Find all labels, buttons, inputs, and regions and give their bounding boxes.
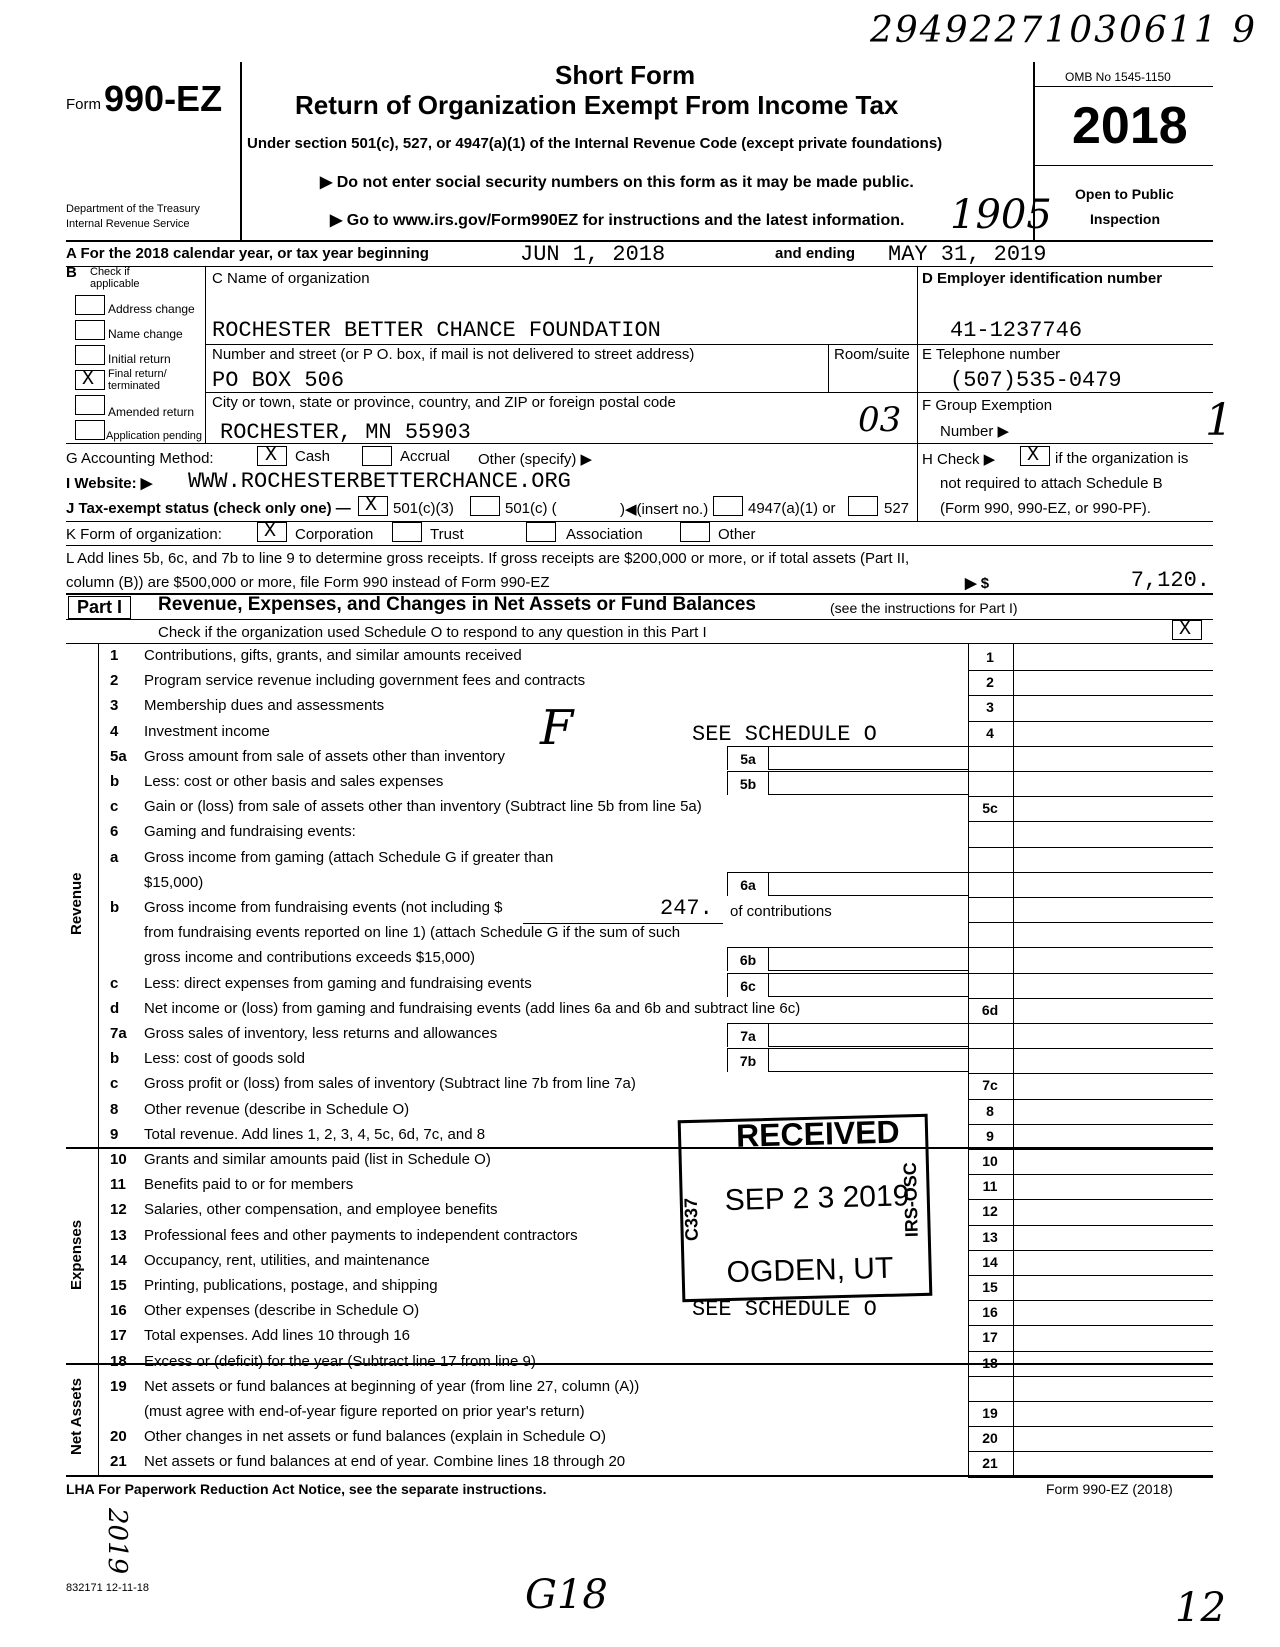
row-divider (968, 973, 1213, 974)
l-text-2: column (B)) are $500,000 or more, file Form 990 instead of Form 990-EZ (66, 574, 550, 591)
subline-box-label: 6c (727, 973, 769, 997)
room-suite-label: Room/suite (834, 346, 910, 363)
line-description: Professional fees and other payments to independent contractors (144, 1226, 578, 1244)
line-box-number: 10 (982, 1153, 998, 1169)
line-box-number: 8 (986, 1102, 994, 1119)
line-description: Total expenses. Add lines 10 through 16 (144, 1327, 411, 1345)
line-number: 7a (110, 1025, 127, 1042)
line-number: 21 (110, 1453, 127, 1471)
line-description: Gross amount from sale of assets other than inventory (144, 747, 506, 765)
part1-title: Revenue, Expenses, and Changes in Net Assets or Fund Balances (158, 594, 756, 615)
row-divider (968, 1376, 1213, 1377)
l-arrow: ▶ $ (965, 575, 990, 592)
schedule-o-check-text: Check if the organization used Schedule O to respond to any question in this Part I (158, 624, 707, 641)
line-number: 5a (110, 747, 127, 765)
g-accrual: Accrual (400, 448, 451, 465)
row-divider (968, 1401, 1213, 1402)
stamp-city: OGDEN, UT (726, 1251, 894, 1290)
side-label-net-assets: Net Assets (68, 1378, 85, 1455)
see-schedule-o-line4: SEE SCHEDULE O (692, 722, 877, 747)
line-box-number: 11 (982, 1178, 998, 1195)
line-number: c (110, 1075, 119, 1093)
row-divider (968, 1225, 1213, 1226)
subline-amount-field[interactable] (769, 1048, 968, 1072)
d-label: D Employer identification number (922, 270, 1163, 287)
subline-amount-field[interactable] (769, 973, 968, 997)
ssn-notice: ▶ Do not enter social security numbers on this form as it may be made public. (320, 174, 914, 191)
line-number: 3 (110, 697, 119, 715)
g-other: Other (specify) ▶ (478, 451, 593, 468)
handwritten-g18: G18 (525, 1572, 608, 1618)
stamp-date: SEP 2 3 2019 (724, 1179, 910, 1218)
row-divider (968, 1149, 1213, 1150)
dept-treasury: Department of the Treasury (66, 203, 200, 215)
line-box-number: 19 (982, 1405, 998, 1421)
handwritten-03: 03 (858, 400, 902, 440)
line-description: gross income and contributions exceeds $15,000) (144, 949, 476, 967)
row-divider (968, 922, 1213, 923)
line-description: Total revenue. Add lines 1, 2, 3, 4, 5c, 6d, 7c, and 8 (144, 1125, 486, 1143)
line-number: 1 (110, 647, 119, 664)
street-label: Number and street (or P O. box, if mail is not delivered to street address) (212, 346, 695, 363)
line-description: Program service revenue including government fees and contracts (144, 672, 586, 690)
tax-year-end: MAY 31, 2019 (888, 242, 1047, 267)
j-label: J Tax-exempt status (check only one) — (66, 500, 351, 517)
row-divider (968, 872, 1213, 873)
row-divider (968, 721, 1213, 722)
h-check: H Check ▶ (922, 451, 996, 468)
j-4947: 4947(a)(1) or (748, 500, 836, 517)
line-number: 17 (110, 1327, 127, 1345)
row-divider (968, 670, 1213, 671)
line-box-number: 5c (982, 800, 998, 817)
subline-box-label: 5a (727, 746, 769, 770)
h-text-1: if the organization is (1055, 450, 1189, 467)
line-box-number: 9 (986, 1127, 994, 1144)
subline-amount-field[interactable] (769, 1023, 968, 1047)
h-text-2: not required to attach Schedule B (940, 475, 1163, 492)
title-short-form: Short Form (555, 60, 696, 90)
line-description: Other expenses (describe in Schedule O) (144, 1302, 420, 1320)
subline-box-label: 6a (727, 872, 769, 896)
website[interactable]: WWW.ROCHESTERBETTERCHANCE.ORG (188, 469, 571, 494)
subline-amount-field[interactable] (769, 947, 968, 971)
line-number: 19 (110, 1377, 127, 1395)
part1-title-note: (see the instructions for Part I) (830, 600, 1018, 616)
city-label: City or town, state or province, country, and ZIP or foreign postal code (212, 394, 676, 411)
line-description: Membership dues and assessments (144, 697, 385, 715)
lha-notice: LHA For Paperwork Reduction Act Notice, see the separate instructions. (66, 1481, 547, 1497)
f-number-label: Number ▶ (940, 423, 1010, 440)
row-divider (968, 1199, 1213, 1200)
line-description: from fundraising events reported on line 1) (attach Schedule G if the sum of such (144, 924, 681, 942)
line-description: Occupancy, rent, utilities, and maintenance (144, 1251, 430, 1269)
form-number: 990-EZ (104, 78, 223, 119)
handwritten-2019-side: 2019 (102, 1508, 132, 1575)
line-number: b (110, 1050, 120, 1068)
row-divider (968, 1174, 1213, 1175)
street-address: PO BOX 506 (212, 368, 345, 393)
line-box-number: 12 (982, 1203, 998, 1220)
row-divider (968, 1023, 1213, 1024)
line-description: Salaries, other compensation, and employee benefits (144, 1201, 498, 1219)
see-schedule-o-line16: SEE SCHEDULE O (692, 1297, 877, 1322)
row-divider (968, 1073, 1213, 1074)
line-description: Net assets or fund balances at end of year. Combine lines 18 through 20 (144, 1453, 626, 1471)
k-assoc: Association (566, 526, 643, 543)
line-box-number: 16 (982, 1304, 998, 1321)
subline-box-label: 5b (727, 771, 769, 795)
line-description: Investment income (144, 722, 270, 740)
line-description: Gross income from fundraising events (not including $ (144, 899, 503, 916)
h-text-3: (Form 990, 990-EZ, or 990-PF). (940, 500, 1151, 517)
row-divider (968, 1099, 1213, 1100)
line-a-label: A For the 2018 calendar year, or tax year beginning (66, 245, 429, 262)
line-description: Gain or (loss) from sale of assets other than inventory (Subtract line 5b from line 5a) (144, 798, 702, 816)
l-text-1: L Add lines 5b, 6c, and 7b to line 9 to determine gross receipts. If gross receipts are $200,000 or more, or if total assets (Part II, (66, 550, 910, 567)
amount-6b-contributions: 247. (660, 896, 713, 921)
and-ending: and ending (775, 245, 855, 262)
of-contributions: of contributions (730, 903, 832, 920)
line-description: Net income or (loss) from gaming and fundraising events (add lines 6a and 6b and subtract line 6c) (144, 999, 801, 1017)
line-number: 18 (110, 1352, 127, 1370)
line-description: Grants and similar amounts paid (list in Schedule O) (144, 1151, 491, 1168)
city-state-zip: ROCHESTER, MN 55903 (220, 420, 471, 445)
footer-form: Form 990-EZ (2018) (1046, 1481, 1173, 1497)
tax-year-begin: JUN 1, 2018 (520, 242, 666, 267)
line-box-number: 17 (982, 1329, 998, 1346)
row-divider (968, 1124, 1213, 1125)
stamp-left-code: C337 (680, 1197, 702, 1242)
row-divider (968, 847, 1213, 848)
website-notice: ▶ Go to www.irs.gov/Form990EZ for instructions and the latest information. (330, 212, 905, 229)
line-number: c (110, 974, 119, 992)
inspection: Inspection (1090, 211, 1161, 227)
handwritten-1: 1 (1205, 395, 1233, 446)
ein: 41-1237746 (950, 318, 1083, 343)
check-if-applicable: Check if applicable (90, 266, 140, 290)
j-527: 527 (884, 500, 910, 517)
line-number: 14 (110, 1251, 127, 1269)
row-divider (968, 1426, 1213, 1427)
line-number: 11 (110, 1176, 126, 1194)
row-divider (968, 1250, 1213, 1251)
line-description: Gross income from gaming (attach Schedule G if greater than (144, 848, 554, 866)
telephone: (507)535-0479 (950, 368, 1122, 393)
org-name: ROCHESTER BETTER CHANCE FOUNDATION (212, 318, 661, 343)
row-divider (968, 695, 1213, 696)
line-description: Printing, publications, postage, and shipping (144, 1277, 438, 1294)
line-description: Excess or (deficit) for the year (Subtract line 17 from line 9) (144, 1352, 536, 1370)
row-divider (968, 1351, 1213, 1352)
line-box-number: 20 (982, 1430, 998, 1447)
handwritten-12: 12 (1175, 1585, 1226, 1631)
line-number: 4 (110, 722, 119, 740)
subline-box-label: 7b (727, 1048, 769, 1072)
line-description: Contributions, gifts, grants, and similar amounts received (144, 647, 522, 664)
row-divider (968, 897, 1213, 898)
irs-label: Internal Revenue Service (66, 218, 190, 230)
row-divider (968, 771, 1213, 772)
page-title: Return of Organization Exempt From Income Tax (295, 90, 899, 120)
open-public: Open to Public (1075, 186, 1174, 202)
row-divider (968, 1451, 1213, 1452)
line-number: 15 (110, 1277, 127, 1294)
k-other: Other (718, 526, 756, 543)
line-number: 13 (110, 1226, 127, 1244)
line-description: Net assets or fund balances at beginning of year (from line 27, column (A)) (144, 1377, 640, 1395)
line-description: Less: cost of goods sold (144, 1050, 305, 1068)
row-divider (968, 821, 1213, 822)
j-501c: 501(c) ( (505, 500, 557, 517)
line-number: d (110, 999, 120, 1017)
line-description: (must agree with end-of-year figure reported on prior year's return) (144, 1403, 585, 1420)
line-description: Less: cost or other basis and sales expenses (144, 773, 444, 790)
line-description: Other revenue (describe in Schedule O) (144, 1100, 410, 1118)
e-label: E Telephone number (922, 346, 1061, 363)
line-box-number: 21 (982, 1455, 998, 1472)
row-divider (968, 1048, 1213, 1049)
row-divider (968, 998, 1213, 999)
k-corp: Corporation (295, 526, 374, 543)
line-box-number: 13 (982, 1228, 998, 1245)
line-description: Other changes in net assets or fund balances (explain in Schedule O) (144, 1428, 606, 1446)
c-label: C Name of organization (212, 270, 370, 287)
side-label-expenses: Expenses (68, 1219, 85, 1290)
line-number: b (110, 899, 120, 916)
line-box-number: 1 (986, 649, 994, 665)
stamp-received: RECEIVED (735, 1113, 901, 1154)
subline-amount-field[interactable] (769, 771, 968, 795)
line-box-number: 3 (986, 699, 994, 716)
dln-number: 29492271030611 9 (870, 10, 1258, 51)
line-box-number: 18 (982, 1354, 998, 1371)
subline-amount-field[interactable] (769, 746, 968, 770)
line-number: 12 (110, 1201, 127, 1219)
line-number: 16 (110, 1302, 127, 1320)
part1-tag: Part I (68, 596, 131, 619)
line-description: Benefits paid to or for members (144, 1176, 354, 1194)
line-number: 10 (110, 1151, 127, 1168)
line-number: c (110, 798, 119, 816)
subline-box-label: 6b (727, 947, 769, 971)
side-label-revenue: Revenue (68, 872, 85, 935)
g-label: G Accounting Method: (66, 450, 214, 467)
received-stamp (678, 1114, 933, 1302)
line-box-number: 14 (982, 1253, 998, 1270)
subtitle: Under section 501(c), 527, or 4947(a)(1) of the Internal Revenue Code (except private foundations) (247, 135, 943, 152)
line-box-number: 2 (986, 674, 994, 691)
line-description: Less: direct expenses from gaming and fundraising events (144, 974, 532, 992)
line-box-number: 4 (986, 724, 994, 741)
line-number: 2 (110, 672, 119, 690)
subline-box-label: 7a (727, 1023, 769, 1047)
stamp-right-code: IRS-OSC (899, 1161, 922, 1238)
line-description: $15,000) (144, 873, 204, 891)
i-label: I Website: ▶ (66, 475, 153, 492)
line-box-number: 6d (981, 1001, 999, 1018)
row-divider (968, 1275, 1213, 1276)
line-description: Gaming and fundraising events: (144, 823, 356, 841)
form-prefix: Form (66, 96, 101, 113)
section-b-label: B (66, 264, 77, 281)
gross-receipts: 7,120. (1130, 568, 1210, 593)
k-trust: Trust (430, 526, 464, 543)
row-divider (968, 796, 1213, 797)
omb-number: OMB No 1545-1150 (1065, 70, 1171, 84)
subline-amount-field[interactable] (769, 872, 968, 896)
line-box-number: 7c (982, 1077, 998, 1094)
row-divider (968, 947, 1213, 948)
form-code: 832171 12-11-18 (66, 1582, 149, 1594)
g-cash: Cash (295, 448, 331, 465)
handwritten-f: F (540, 700, 574, 756)
k-label: K Form of organization: (66, 526, 222, 543)
row-divider (968, 746, 1213, 747)
line-description: Gross sales of inventory, less returns and allowances (144, 1025, 498, 1042)
line-number: 6 (110, 823, 119, 841)
handwritten-1905: 1905 (950, 192, 1052, 238)
line-number: b (110, 773, 120, 790)
line-box-number: 15 (982, 1279, 998, 1295)
f-label: F Group Exemption (922, 397, 1053, 414)
line-number: 8 (110, 1100, 119, 1118)
row-divider (968, 1300, 1213, 1301)
line-number: a (110, 848, 119, 866)
line-number: 20 (110, 1428, 127, 1446)
j-insert: )◀(insert no.) (620, 501, 709, 518)
line-number: 9 (110, 1125, 119, 1143)
j-501c3: 501(c)(3) (393, 500, 454, 517)
tax-year: 2018 (1072, 97, 1188, 155)
line-description: Gross profit or (loss) from sales of inventory (Subtract line 7b from line 7a) (144, 1075, 636, 1093)
row-divider (968, 1325, 1213, 1326)
